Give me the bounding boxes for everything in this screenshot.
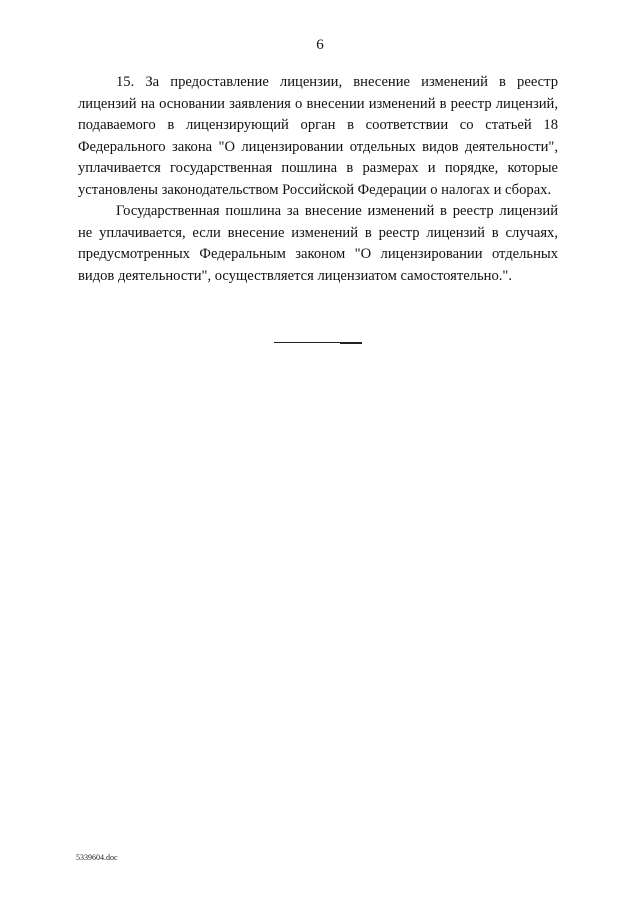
page-number: 6 — [316, 37, 324, 53]
paragraph-15: 15. За предоставление лицензии, внесение изменений в реестр лицензий на основании заявления о внесении изменений в реестр лицензий, подаваемого в лицензирующий орган в соответствии со статьей 18 Федерального закона "О лицензировании отдельных видов деятельности", уплачивается государственная пошлина в размерах и порядке, которые установлены законодательством Российской Федерации о налогах и сборах. — [78, 74, 558, 198]
document-file-code: 5339604.doc — [76, 853, 118, 862]
document-body — [78, 72, 558, 287]
separator-accent — [340, 342, 362, 344]
end-of-text-separator — [274, 342, 362, 343]
paragraph-state-duty-exemption: Государственная пошлина за внесение изменений в реестр лицензий не уплачивается, если внесение изменений в реестр лицензий в случаях, предусмотренных Федеральным законом "О лицензировании отдельных видов деятельности", осуществляется лицензиатом самостоятельно.". — [78, 203, 558, 284]
